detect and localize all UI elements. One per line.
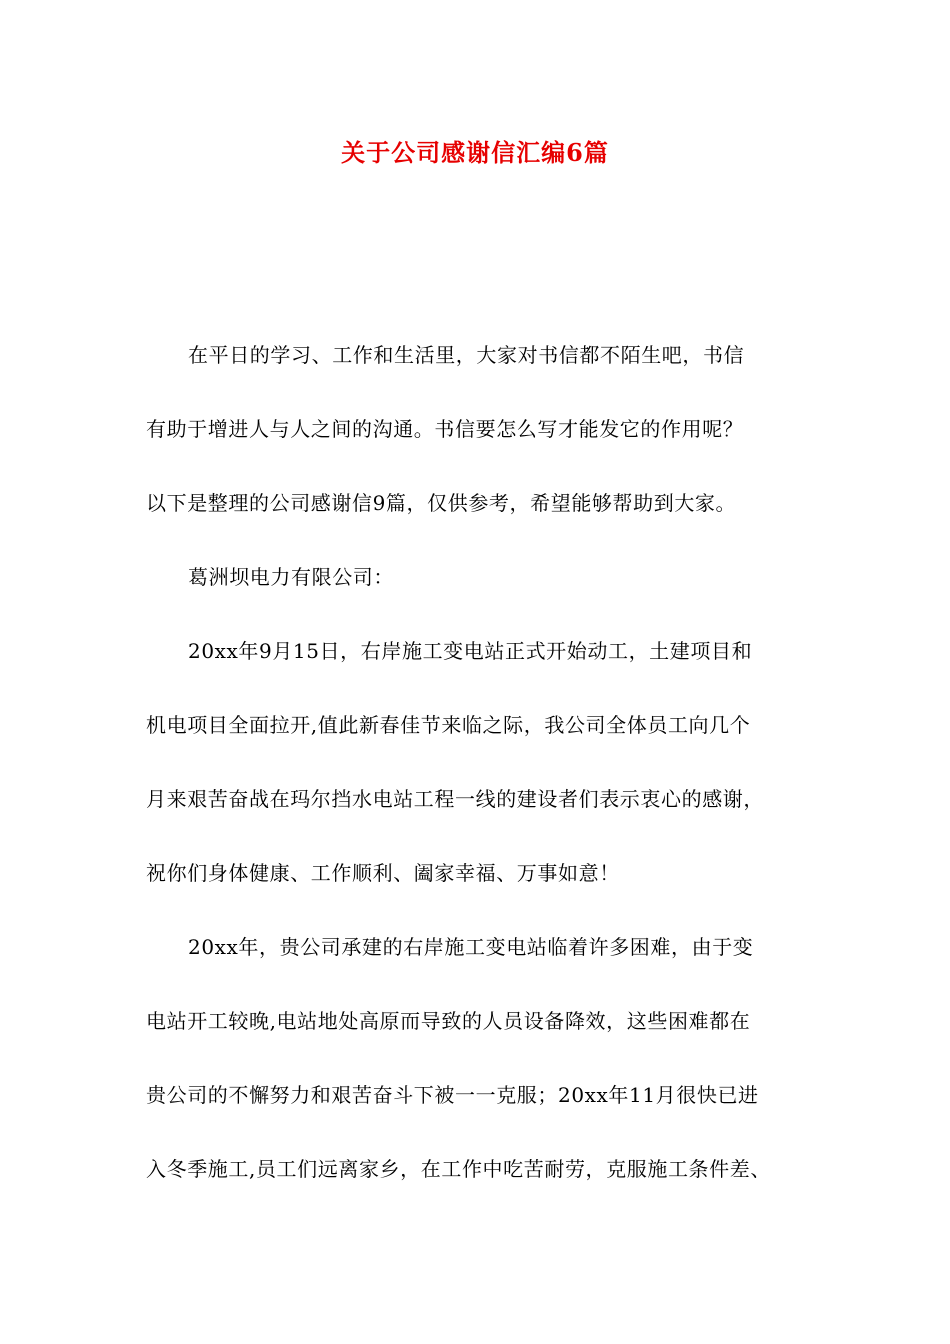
paragraph-line: 在平日的学习、工作和生活里，大家对书信都不陌生吧，书信 [188, 343, 745, 367]
paragraph-line: 月来艰苦奋战在玛尔挡水电站工程一线的建设者们表示衷心的感谢， [146, 787, 764, 811]
paragraph-line: 20xx年9月15日，右岸施工变电站正式开始动工，土建项目和 [188, 639, 753, 663]
paragraph-line: 贵公司的不懈努力和艰苦奋斗下被一一克服；20xx年11月很快已进 [146, 1083, 759, 1107]
salutation-line: 葛洲坝电力有限公司： [188, 565, 394, 589]
paragraph-line: 祝你们身体健康、工作顺利、阖家幸福、万事如意！ [146, 861, 620, 885]
paragraph-line: 有助于增进人与人之间的沟通。书信要怎么写才能发它的作用呢？ [146, 417, 744, 441]
paragraph-line: 20xx年，贵公司承建的右岸施工变电站临着许多困难，由于变 [188, 935, 754, 959]
paragraph-line: 入冬季施工,员工们远离家乡，在工作中吃苦耐劳，克服施工条件差、 [146, 1157, 771, 1181]
paragraph-line: 机电项目全面拉开,值此新春佳节来临之际，我公司全体员工向几个 [146, 713, 751, 737]
paragraph-line: 以下是整理的公司感谢信9篇，仅供参考，希望能够帮助到大家。 [146, 491, 737, 515]
document-body [146, 318, 826, 1206]
document-title: 关于公司感谢信汇编6篇 [341, 138, 609, 167]
paragraph-line: 电站开工较晚,电站地处高原而导致的人员设备降效，这些困难都在 [146, 1009, 751, 1033]
